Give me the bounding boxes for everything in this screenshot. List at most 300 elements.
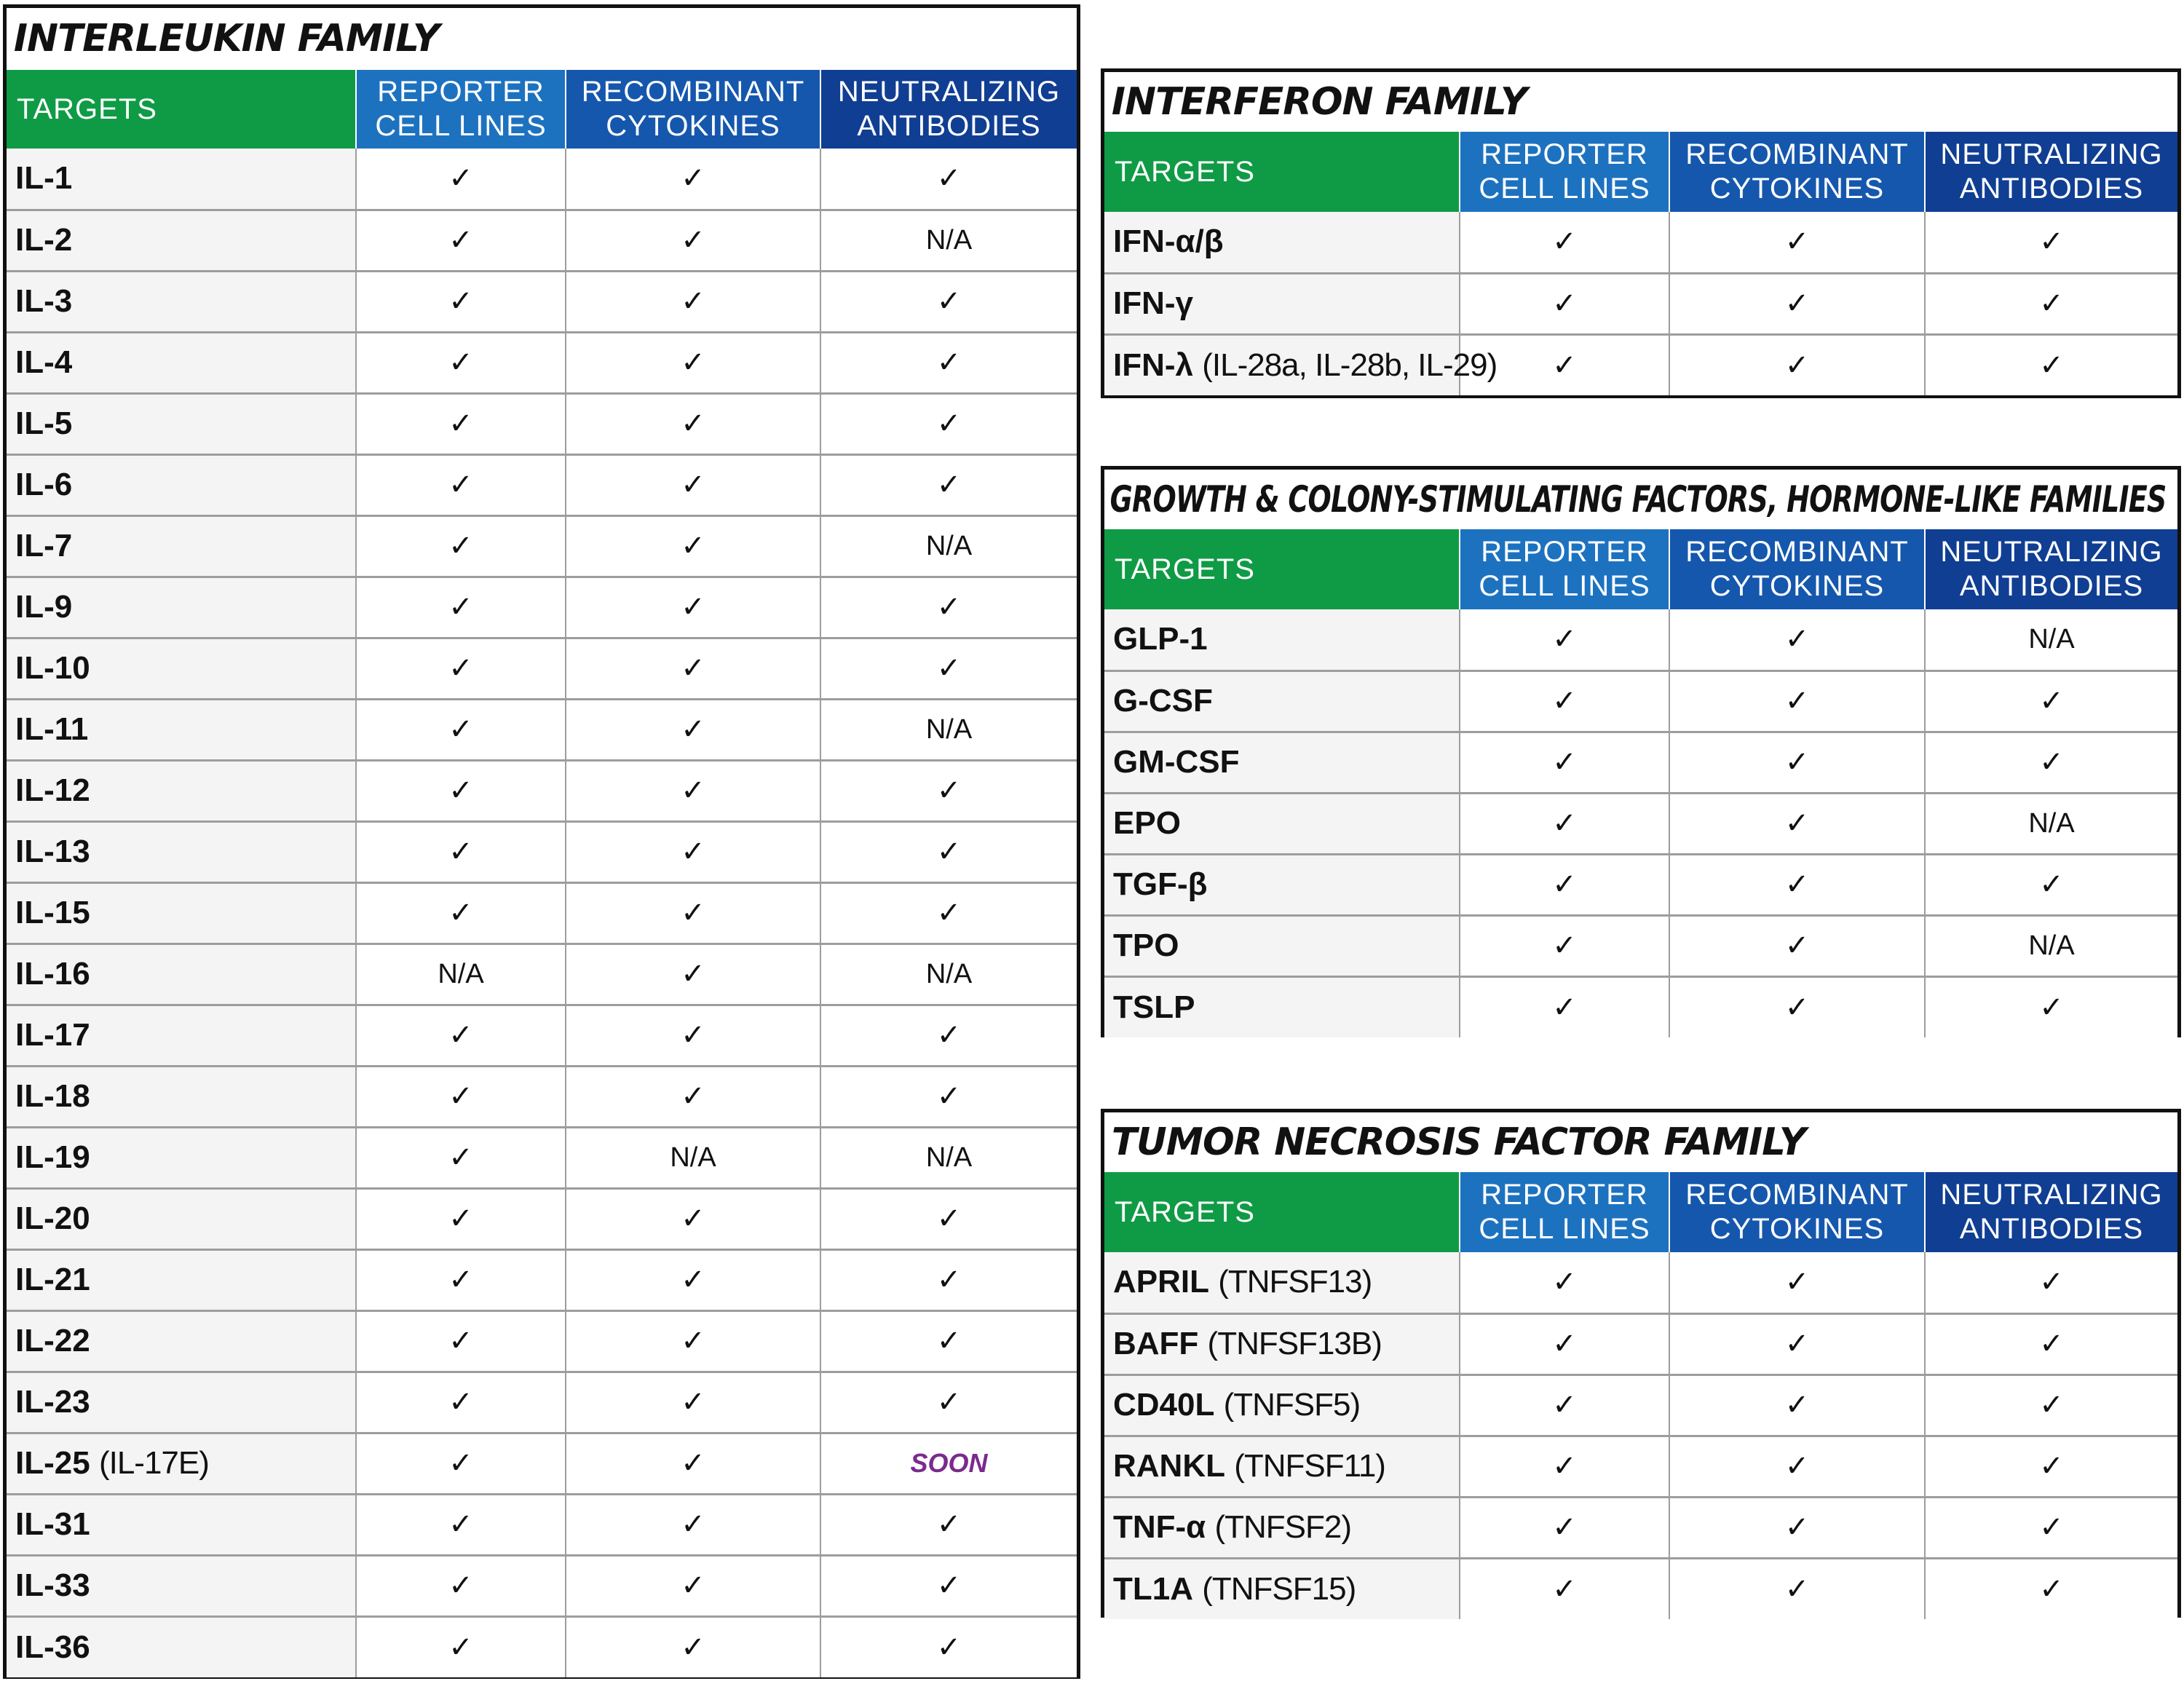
target-name: IL-25: [15, 1445, 90, 1481]
target-cell: [7, 1494, 356, 1555]
target-cell: [1104, 1375, 1460, 1436]
target-cell: [1104, 671, 1460, 732]
neutralizing-antibodies-check-icon: ✓: [1925, 1436, 2177, 1497]
target-cell: [7, 944, 356, 1005]
target-name: EPO: [1113, 805, 1181, 841]
target-cell: [7, 882, 356, 944]
reporter-check-icon-lines-cell: ✓: [356, 332, 566, 393]
neutralizing-antibodies-check-icon: ✓: [1925, 854, 2177, 915]
table-row: [7, 332, 1077, 393]
header-neutralizing-antibodies-line1: NEUTRALIZING: [1940, 138, 2163, 170]
target-name: G-CSF: [1113, 683, 1213, 719]
table-row: [7, 760, 1077, 821]
table-row: [7, 638, 1077, 699]
reporter-check-icon-lines-cell: ✓: [356, 1433, 566, 1494]
target-name: IL-33: [15, 1567, 90, 1603]
reporter-check-icon-lines-cell: ✓: [1460, 976, 1669, 1037]
header-recombinant-cytokines-line2: CYTOKINES: [606, 110, 780, 142]
reporter-check-icon-lines-cell: ✓: [356, 210, 566, 271]
target-alias: (TNFSF13B): [1207, 1326, 1382, 1361]
target-name: IL-10: [15, 650, 90, 686]
neutralizing-antibodies-check-icon: ✓: [820, 1310, 1077, 1372]
recombinant-cytokines-check-icon: ✓: [1669, 854, 1925, 915]
header-recombinant-cytokines: [1669, 1172, 1925, 1252]
table-row: [1104, 854, 2177, 915]
table-row: [1104, 609, 2177, 671]
recombinant-cytokines-check-icon: ✓: [566, 1005, 820, 1066]
reporter-check-icon-lines-cell: ✓: [356, 1616, 566, 1677]
neutralizing-antibodies-check-icon: ✓: [1925, 1375, 2177, 1436]
neutralizing-antibodies-check-icon: ✓: [820, 393, 1077, 454]
table-row: [7, 1372, 1077, 1433]
header-reporter-cell-lines: [356, 70, 566, 149]
table-row: [7, 454, 1077, 515]
header-recombinant-cytokines: [1669, 132, 1925, 212]
neutralizing-antibodies-check-icon: ✓: [1925, 1313, 2177, 1375]
neutralizing-antibodies-check-icon: ✓: [820, 1249, 1077, 1310]
table-row: [1104, 334, 2177, 395]
reporter-check-icon-lines-cell: ✓: [356, 821, 566, 882]
reporter-check-icon-lines-cell: ✓: [1460, 793, 1669, 854]
target-name: IFN-γ: [1113, 285, 1193, 321]
reporter-check-icon-lines-cell: ✓: [356, 638, 566, 699]
table-row: [7, 1494, 1077, 1555]
growth-factors-panel: [1101, 466, 2181, 1037]
neutralizing-antibodies-check-icon: ✓: [820, 271, 1077, 332]
target-cell: [1104, 1252, 1460, 1313]
reporter-check-icon-lines-cell: ✓: [356, 1127, 566, 1188]
targets-table: [1104, 132, 2177, 395]
header-reporter-cell-lines-line2: CELL LINES: [1479, 173, 1650, 205]
header-neutralizing-antibodies: [1925, 1172, 2177, 1252]
header-recombinant-cytokines: [1669, 529, 1925, 609]
neutralizing-antibodies-check-icon: ✓: [1925, 976, 2177, 1037]
table-row: [1104, 915, 2177, 976]
reporter-check-icon-lines-cell: ✓: [356, 1494, 566, 1555]
target-name: TNF-α: [1113, 1509, 1206, 1545]
reporter-check-icon-lines-cell: ✓: [356, 1372, 566, 1433]
target-name: IL-4: [15, 344, 73, 380]
target-cell: [1104, 915, 1460, 976]
header-neutralizing-antibodies-line1: NEUTRALIZING: [1940, 1179, 2163, 1211]
neutralizing-antibodies-cell: N/A: [820, 699, 1077, 760]
target-cell: [1104, 1497, 1460, 1558]
header-neutralizing-antibodies: [1925, 132, 2177, 212]
header-targets: TARGETS: [1104, 1172, 1460, 1252]
table-row: [7, 1249, 1077, 1310]
reporter-check-icon-lines-cell: ✓: [356, 393, 566, 454]
target-alias: (TNFSF13): [1218, 1264, 1372, 1300]
recombinant-cytokines-check-icon: ✓: [1669, 1558, 1925, 1619]
target-name: IL-11: [15, 711, 89, 747]
target-name: IFN-λ: [1113, 347, 1193, 383]
interleukin-family-title: INTERLEUKIN FAMILY: [13, 17, 440, 60]
target-name: IL-31: [15, 1506, 90, 1542]
recombinant-cytokines-check-icon: ✓: [1669, 732, 1925, 793]
recombinant-cytokines-check-icon: ✓: [566, 882, 820, 944]
reporter-check-icon-lines-cell: ✓: [1460, 854, 1669, 915]
target-name: TL1A: [1113, 1570, 1193, 1607]
target-alias: (TNFSF2): [1214, 1509, 1351, 1545]
neutralizing-antibodies-check-icon: ✓: [1925, 273, 2177, 334]
target-name: RANKL: [1113, 1448, 1225, 1484]
neutralizing-antibodies-cell: N/A: [1925, 609, 2177, 671]
target-cell: [7, 332, 356, 393]
table-row: [7, 149, 1077, 210]
neutralizing-antibodies-check-icon: ✓: [1925, 212, 2177, 273]
neutralizing-antibodies-cell: N/A: [820, 944, 1077, 1005]
header-recombinant-cytokines-line2: CYTOKINES: [1709, 570, 1885, 602]
recombinant-cytokines-check-icon: ✓: [1669, 273, 1925, 334]
target-cell: [7, 1616, 356, 1677]
header-targets: TARGETS: [7, 70, 356, 149]
growth-factors-title: GROWTH & COLONY-STIMULATING FACTORS, HORMONE-LIKE FAMILIES: [1109, 478, 2167, 521]
target-cell: [1104, 273, 1460, 334]
interferon-family-title: INTERFERON FAMILY: [1111, 80, 1527, 124]
table-row: [7, 393, 1077, 454]
recombinant-cytokines-check-icon: ✓: [566, 515, 820, 577]
neutralizing-antibodies-check-icon: ✓: [820, 149, 1077, 210]
target-name: IL-9: [15, 589, 73, 625]
reporter-check-icon-lines-cell: ✓: [356, 1188, 566, 1249]
table-row: [7, 1616, 1077, 1677]
table-row: [1104, 1436, 2177, 1497]
recombinant-cytokines-cell: N/A: [566, 1127, 820, 1188]
reporter-check-icon-lines-cell: ✓: [1460, 1313, 1669, 1375]
reporter-check-icon-lines-cell: ✓: [356, 1310, 566, 1372]
neutralizing-antibodies-check-icon: ✓: [1925, 1497, 2177, 1558]
reporter-check-icon-lines-cell: ✓: [356, 1005, 566, 1066]
reporter-check-icon-lines-cell: ✓: [356, 882, 566, 944]
reporter-check-icon-lines-cell: ✓: [356, 699, 566, 760]
target-cell: [7, 821, 356, 882]
reporter-check-icon-lines-cell: ✓: [1460, 671, 1669, 732]
neutralizing-antibodies-check-icon: ✓: [820, 638, 1077, 699]
target-cell: [7, 210, 356, 271]
target-name: BAFF: [1113, 1326, 1199, 1361]
recombinant-cytokines-check-icon: ✓: [1669, 976, 1925, 1037]
header-recombinant-cytokines-line2: CYTOKINES: [1709, 173, 1885, 205]
reporter-check-icon-lines-cell: ✓: [1460, 273, 1669, 334]
target-name: TSLP: [1113, 989, 1195, 1025]
neutralizing-antibodies-check-icon: ✓: [1925, 732, 2177, 793]
reporter-check-icon-lines-cell: ✓: [1460, 212, 1669, 273]
reporter-check-icon-lines-cell: ✓: [1460, 1558, 1669, 1619]
recombinant-cytokines-check-icon: ✓: [1669, 915, 1925, 976]
neutralizing-antibodies-check-icon: ✓: [1925, 1558, 2177, 1619]
target-name: IL-18: [15, 1078, 90, 1114]
header-reporter-cell-lines-line1: REPORTER: [1481, 138, 1648, 170]
recombinant-cytokines-check-icon: ✓: [1669, 793, 1925, 854]
neutralizing-antibodies-check-icon: ✓: [820, 1188, 1077, 1249]
target-name: IL-6: [15, 467, 73, 502]
targets-table: [1104, 1172, 2177, 1619]
target-cell: [7, 454, 356, 515]
header-reporter-cell-lines-line1: REPORTER: [1481, 1179, 1648, 1211]
target-name: IL-13: [15, 834, 90, 869]
table-row: [1104, 976, 2177, 1037]
reporter-check-icon-lines-cell: ✓: [1460, 1375, 1669, 1436]
target-cell: [7, 1555, 356, 1616]
header-reporter-cell-lines-line2: CELL LINES: [375, 110, 547, 142]
table-row: [1104, 1375, 2177, 1436]
recombinant-cytokines-check-icon: ✓: [566, 1249, 820, 1310]
header-reporter-cell-lines: [1460, 529, 1669, 609]
neutralizing-antibodies-check-icon: ✓: [820, 1494, 1077, 1555]
recombinant-cytokines-check-icon: ✓: [566, 699, 820, 760]
reporter-check-icon-lines-cell: ✓: [356, 760, 566, 821]
target-cell: [7, 1005, 356, 1066]
table-row: [7, 944, 1077, 1005]
reporter-check-icon-lines-cell: ✓: [356, 1555, 566, 1616]
recombinant-cytokines-check-icon: ✓: [1669, 334, 1925, 395]
table-row: [7, 882, 1077, 944]
header-neutralizing-antibodies-line2: ANTIBODIES: [1959, 570, 2144, 602]
recombinant-cytokines-check-icon: ✓: [566, 1494, 820, 1555]
header-recombinant-cytokines-line1: RECOMBINANT: [1685, 1179, 1909, 1211]
target-cell: [1104, 732, 1460, 793]
table-row: [1104, 1497, 2177, 1558]
table-row: [1104, 273, 2177, 334]
header-reporter-cell-lines: [1460, 1172, 1669, 1252]
target-cell: [1104, 1436, 1460, 1497]
table-row: [7, 1433, 1077, 1494]
neutralizing-antibodies-cell: N/A: [820, 210, 1077, 271]
table-row: [1104, 212, 2177, 273]
target-cell: [1104, 609, 1460, 671]
target-cell: [7, 1066, 356, 1127]
target-cell: [1104, 976, 1460, 1037]
header-targets: TARGETS: [1104, 529, 1460, 609]
header-reporter-cell-lines-line1: REPORTER: [1481, 536, 1648, 568]
header-reporter-cell-lines-line2: CELL LINES: [1479, 570, 1650, 602]
recombinant-cytokines-check-icon: ✓: [1669, 1313, 1925, 1375]
table-row: [1104, 671, 2177, 732]
reporter-check-icon-lines-cell: ✓: [1460, 732, 1669, 793]
table-row: [7, 1310, 1077, 1372]
recombinant-cytokines-check-icon: ✓: [1669, 212, 1925, 273]
target-cell: [1104, 1558, 1460, 1619]
target-cell: [7, 1188, 356, 1249]
table-row: [7, 1066, 1077, 1127]
reporter-check-icon-lines-cell: ✓: [356, 515, 566, 577]
neutralizing-antibodies-check-icon: ✓: [1925, 334, 2177, 395]
recombinant-cytokines-check-icon: ✓: [566, 210, 820, 271]
target-name: APRIL: [1113, 1264, 1209, 1300]
target-name: CD40L: [1113, 1387, 1215, 1423]
target-cell: [7, 1433, 356, 1494]
target-cell: [7, 760, 356, 821]
neutralizing-antibodies-check-icon: ✓: [820, 882, 1077, 944]
table-row: [7, 1555, 1077, 1616]
target-name: IL-12: [15, 772, 90, 808]
target-name: IL-2: [15, 222, 73, 258]
target-name: IL-36: [15, 1629, 90, 1665]
recombinant-cytokines-check-icon: ✓: [566, 1188, 820, 1249]
recombinant-cytokines-check-icon: ✓: [566, 1616, 820, 1677]
header-recombinant-cytokines-line1: RECOMBINANT: [581, 76, 805, 108]
neutralizing-antibodies-check-icon: ✓: [820, 332, 1077, 393]
header-recombinant-cytokines-line1: RECOMBINANT: [1685, 536, 1909, 568]
table-row: [1104, 1252, 2177, 1313]
reporter-check-icon-lines-cell: ✓: [1460, 1497, 1669, 1558]
header-reporter-cell-lines: [1460, 132, 1669, 212]
header-recombinant-cytokines: [566, 70, 820, 149]
recombinant-cytokines-check-icon: ✓: [566, 149, 820, 210]
target-cell: [7, 515, 356, 577]
header-neutralizing-antibodies: [820, 70, 1077, 149]
reporter-check-icon-lines-cell: ✓: [1460, 1252, 1669, 1313]
table-row: [7, 1188, 1077, 1249]
reporter-check-icon-lines-cell: ✓: [1460, 609, 1669, 671]
neutralizing-antibodies-check-icon: ✓: [820, 577, 1077, 638]
neutralizing-antibodies-check-icon: ✓: [820, 1066, 1077, 1127]
neutralizing-antibodies-cell: N/A: [820, 515, 1077, 577]
target-name: IL-21: [15, 1262, 90, 1297]
target-cell: [7, 577, 356, 638]
target-name: IFN-α/β: [1113, 224, 1224, 260]
table-row: [7, 210, 1077, 271]
targets-table: [7, 70, 1077, 1677]
table-row: [7, 271, 1077, 332]
target-alias: (TNFSF5): [1223, 1387, 1361, 1423]
target-cell: [1104, 793, 1460, 854]
neutralizing-antibodies-check-icon: ✓: [820, 821, 1077, 882]
reporter-cell-lines-cell: N/A: [356, 944, 566, 1005]
table-row: [7, 1127, 1077, 1188]
target-cell: [7, 638, 356, 699]
target-cell: [7, 149, 356, 210]
reporter-check-icon-lines-cell: ✓: [356, 149, 566, 210]
table-row: [7, 699, 1077, 760]
table-row: [1104, 793, 2177, 854]
target-name: TGF-β: [1113, 866, 1208, 902]
header-neutralizing-antibodies-line1: NEUTRALIZING: [837, 76, 1061, 108]
header-neutralizing-antibodies: [1925, 529, 2177, 609]
table-row: [7, 821, 1077, 882]
neutralizing-antibodies-check-icon: ✓: [1925, 1252, 2177, 1313]
table-row: [1104, 1558, 2177, 1619]
target-alias: (IL-17E): [98, 1445, 209, 1481]
neutralizing-antibodies-cell: N/A: [1925, 915, 2177, 976]
header-neutralizing-antibodies-line2: ANTIBODIES: [857, 110, 1041, 142]
recombinant-cytokines-check-icon: ✓: [566, 1433, 820, 1494]
header-reporter-cell-lines-line2: CELL LINES: [1479, 1213, 1650, 1245]
target-name: IL-23: [15, 1384, 90, 1420]
recombinant-cytokines-check-icon: ✓: [566, 332, 820, 393]
table-row: [7, 515, 1077, 577]
neutralizing-antibodies-cell: N/A: [820, 1127, 1077, 1188]
recombinant-cytokines-check-icon: ✓: [1669, 609, 1925, 671]
interferon-family-panel: [1101, 68, 2181, 398]
target-name: IL-1: [15, 160, 73, 197]
target-alias: (TNFSF15): [1202, 1570, 1356, 1607]
target-name: IL-19: [15, 1139, 90, 1175]
targets-table: [1104, 529, 2177, 1037]
header-neutralizing-antibodies-line2: ANTIBODIES: [1959, 1213, 2144, 1245]
neutralizing-antibodies-check-icon: ✓: [820, 1616, 1077, 1677]
reporter-check-icon-lines-cell: ✓: [356, 1066, 566, 1127]
target-name: IL-5: [15, 406, 73, 441]
target-name: IL-16: [15, 956, 90, 992]
reporter-check-icon-lines-cell: ✓: [356, 577, 566, 638]
tnf-family-panel: [1101, 1109, 2181, 1618]
header-neutralizing-antibodies-line1: NEUTRALIZING: [1940, 536, 2163, 568]
header-targets: TARGETS: [1104, 132, 1460, 212]
reporter-check-icon-lines-cell: ✓: [1460, 1436, 1669, 1497]
header-reporter-cell-lines-line1: REPORTER: [377, 76, 545, 108]
recombinant-cytokines-check-icon: ✓: [1669, 1436, 1925, 1497]
target-name: GLP-1: [1113, 621, 1208, 657]
header-recombinant-cytokines-line1: RECOMBINANT: [1685, 138, 1909, 170]
recombinant-cytokines-check-icon: ✓: [566, 1310, 820, 1372]
recombinant-cytokines-check-icon: ✓: [566, 454, 820, 515]
reporter-check-icon-lines-cell: ✓: [356, 454, 566, 515]
neutralizing-antibodies-check-icon: ✓: [820, 1555, 1077, 1616]
target-name: IL-17: [15, 1017, 90, 1053]
target-cell: [7, 1372, 356, 1433]
table-row: [1104, 732, 2177, 793]
header-recombinant-cytokines-line2: CYTOKINES: [1709, 1213, 1885, 1245]
table-row: [1104, 1313, 2177, 1375]
target-cell: [7, 1310, 356, 1372]
recombinant-cytokines-check-icon: ✓: [566, 944, 820, 1005]
target-name: IL-7: [15, 528, 73, 563]
recombinant-cytokines-check-icon: ✓: [566, 760, 820, 821]
recombinant-cytokines-check-icon: ✓: [566, 271, 820, 332]
recombinant-cytokines-check-icon: ✓: [566, 1555, 820, 1616]
neutralizing-antibodies-check-icon: ✓: [820, 454, 1077, 515]
table-row: [7, 1005, 1077, 1066]
target-name: IL-15: [15, 895, 90, 930]
target-alias: (TNFSF11): [1234, 1448, 1385, 1484]
target-cell: [7, 699, 356, 760]
neutralizing-antibodies-cell: SOON: [820, 1433, 1077, 1494]
recombinant-cytokines-check-icon: ✓: [566, 638, 820, 699]
target-cell: [1104, 1313, 1460, 1375]
target-name: IL-20: [15, 1201, 90, 1236]
table-row: [7, 577, 1077, 638]
target-cell: [7, 393, 356, 454]
reporter-check-icon-lines-cell: ✓: [1460, 915, 1669, 976]
reporter-check-icon-lines-cell: ✓: [356, 271, 566, 332]
target-name: GM-CSF: [1113, 744, 1240, 780]
reporter-check-icon-lines-cell: ✓: [1460, 334, 1669, 395]
target-cell: [7, 1127, 356, 1188]
target-cell: [1104, 334, 1497, 395]
tnf-family-title: TUMOR NECROSIS FACTOR FAMILY: [1111, 1120, 1806, 1164]
neutralizing-antibodies-check-icon: ✓: [820, 1005, 1077, 1066]
reporter-check-icon-lines-cell: ✓: [356, 1249, 566, 1310]
neutralizing-antibodies-check-icon: ✓: [1925, 671, 2177, 732]
target-cell: [1104, 854, 1460, 915]
target-name: IL-22: [15, 1323, 90, 1358]
recombinant-cytokines-check-icon: ✓: [566, 393, 820, 454]
recombinant-cytokines-check-icon: ✓: [566, 1066, 820, 1127]
recombinant-cytokines-check-icon: ✓: [1669, 1375, 1925, 1436]
interleukin-family-panel: [3, 4, 1080, 1679]
recombinant-cytokines-check-icon: ✓: [566, 1372, 820, 1433]
target-name: IL-3: [15, 283, 73, 319]
target-cell: [7, 271, 356, 332]
header-neutralizing-antibodies-line2: ANTIBODIES: [1959, 173, 2144, 205]
neutralizing-antibodies-check-icon: ✓: [820, 760, 1077, 821]
target-cell: [7, 1249, 356, 1310]
recombinant-cytokines-check-icon: ✓: [1669, 671, 1925, 732]
neutralizing-antibodies-cell: N/A: [1925, 793, 2177, 854]
target-cell: [1104, 212, 1460, 273]
recombinant-cytokines-check-icon: ✓: [566, 577, 820, 638]
